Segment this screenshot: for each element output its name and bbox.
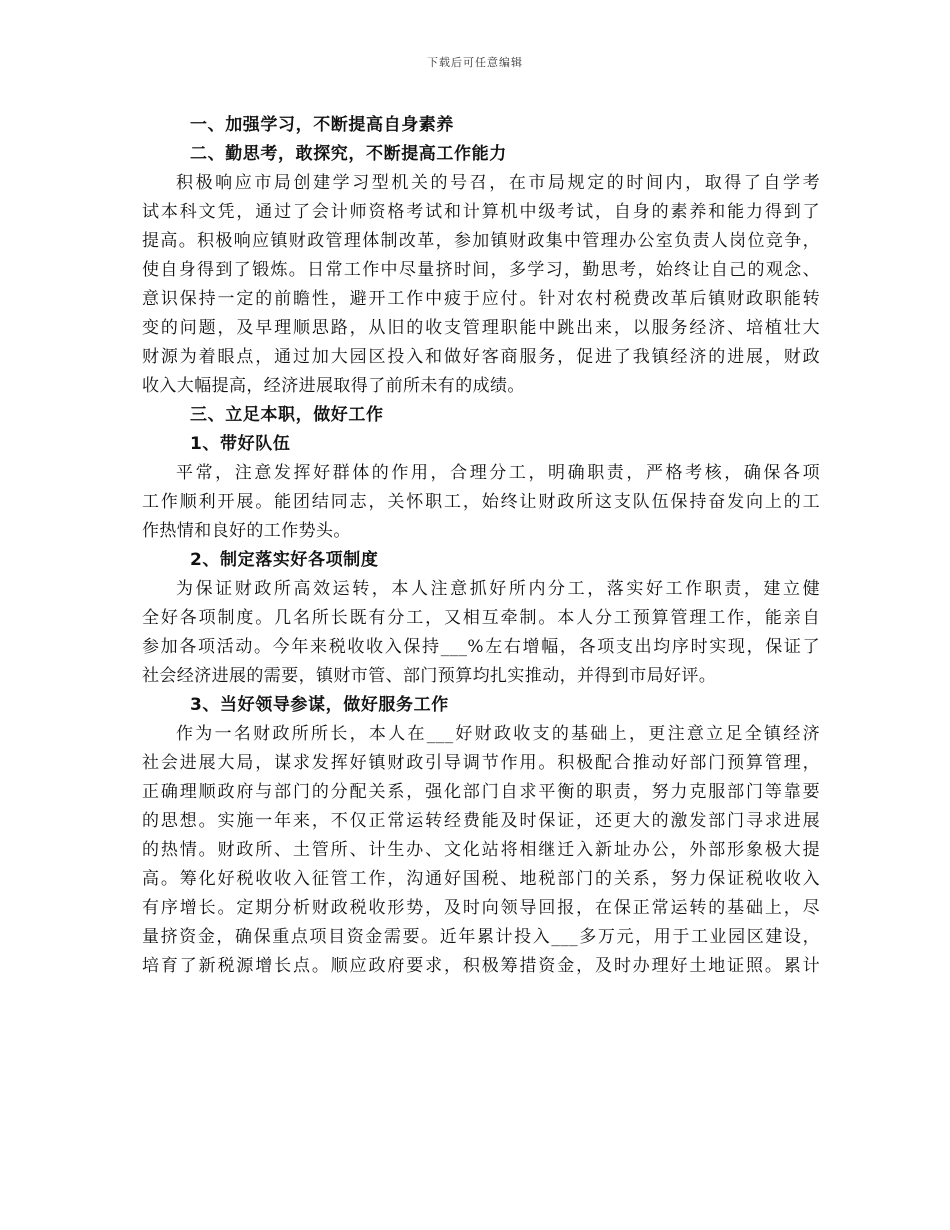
text-line: 平常，注意发挥好群体的作用，合理分工，明确职责，严格考核，确保各项 [176,463,820,483]
text-line: 为保证财政所高效运转，本人注意抓好所内分工，落实好工作职责，建立健 [176,579,820,599]
text-line: 工作顺利开展。能团结同志，关怀职工，始终让财政所这支队伍保持奋发向上的工 [142,492,820,512]
section-heading-3: 三、立足本职，做好工作 [190,405,384,425]
page-header: 下载后可任意编辑 [427,56,523,69]
paragraph-study-ability [142,169,820,401]
text-line: 试本科文凭，通过了会计师资格考试和计算机中级考试，自身的素养和能力得到了 [142,202,820,222]
document-body [142,111,820,981]
text-line: 作热情和良好的工作势头。 [142,521,351,541]
text-line: 社会经济进展的需要，镇财市管、部门预算均扎实推动，并得到市局好评。 [142,666,717,686]
text-line: 正确理顺政府与部门的分配关系，强化部门自求平衡的职责，努力克服部门等靠要 [142,782,820,802]
text-line: 量挤资金，确保重点项目资金需要。近年累计投入___多万元，用于工业园区建设， [142,927,820,947]
subsection-heading-3: 3、当好领导参谋，做好服务工作 [190,695,449,715]
text-line: 培育了新税源增长点。顺应政府要求，积极筹措资金，及时办理好土地证照。累计 [142,956,820,976]
text-line: 意识保持一定的前瞻性，避开工作中疲于应付。针对农村税费改革后镇财政职能转 [142,289,820,309]
text-line: 收入大幅提高，经济进展取得了前所未有的成绩。 [142,376,525,396]
section-heading-1: 一、加强学习，不断提高自身素养 [190,115,454,135]
text-line: 的热情。财政所、土管所、计生办、文化站将相继迁入新址办公，外部形象极大提 [142,840,820,860]
text-line: 作为一名财政所所长，本人在___好财政收支的基础上，更注意立足全镇经济 [176,724,820,744]
text-line: 有序增长。定期分析财政税收形势，及时向领导回报，在保正常运转的基础上，尽 [142,898,820,918]
text-line: 的思想。实施一年来，不仅正常运转经费能及时保证，还更大的激发部门寻求进展 [142,811,820,831]
subsection-heading-1: 1、带好队伍 [190,434,291,454]
text-line: 社会进展大局，谋求发挥好镇财政引导调节作用。积极配合推动好部门预算管理， [142,753,820,773]
text-line: 全好各项制度。几名所长既有分工，又相互牵制。本人分工预算管理工作，能亲自 [142,608,820,628]
text-line: 提高。积极响应镇财政管理体制改革，参加镇财政集中管理办公室负责人岗位竞争， [142,231,820,251]
text-line: 使自身得到了锻炼。日常工作中尽量挤时间，多学习，勤思考，始终让自己的观念、 [142,260,820,280]
section-heading-2: 二、勤思考，敢探究，不断提高工作能力 [190,144,507,164]
text-line: 变的问题，及早理顺思路，从旧的收支管理职能中跳出来，以服务经济、培植壮大 [142,318,820,338]
paragraph-service [142,720,820,981]
text-line: 高。筹化好税收收入征管工作，沟通好国税、地税部门的关系，努力保证税收收入 [142,869,820,889]
paragraph-rules [142,575,820,691]
text-line: 积极响应市局创建学习型机关的号召，在市局规定的时间内，取得了自学考 [176,173,820,193]
text-line: 参加各项活动。今年来税收收入保持___%左右增幅，各项支出均序时实现，保证了 [142,637,820,657]
subsection-heading-2: 2、制定落实好各项制度 [190,550,379,570]
text-line: 财源为着眼点，通过加大园区投入和做好客商服务，促进了我镇经济的进展，财政 [142,347,820,367]
paragraph-team [142,459,820,546]
